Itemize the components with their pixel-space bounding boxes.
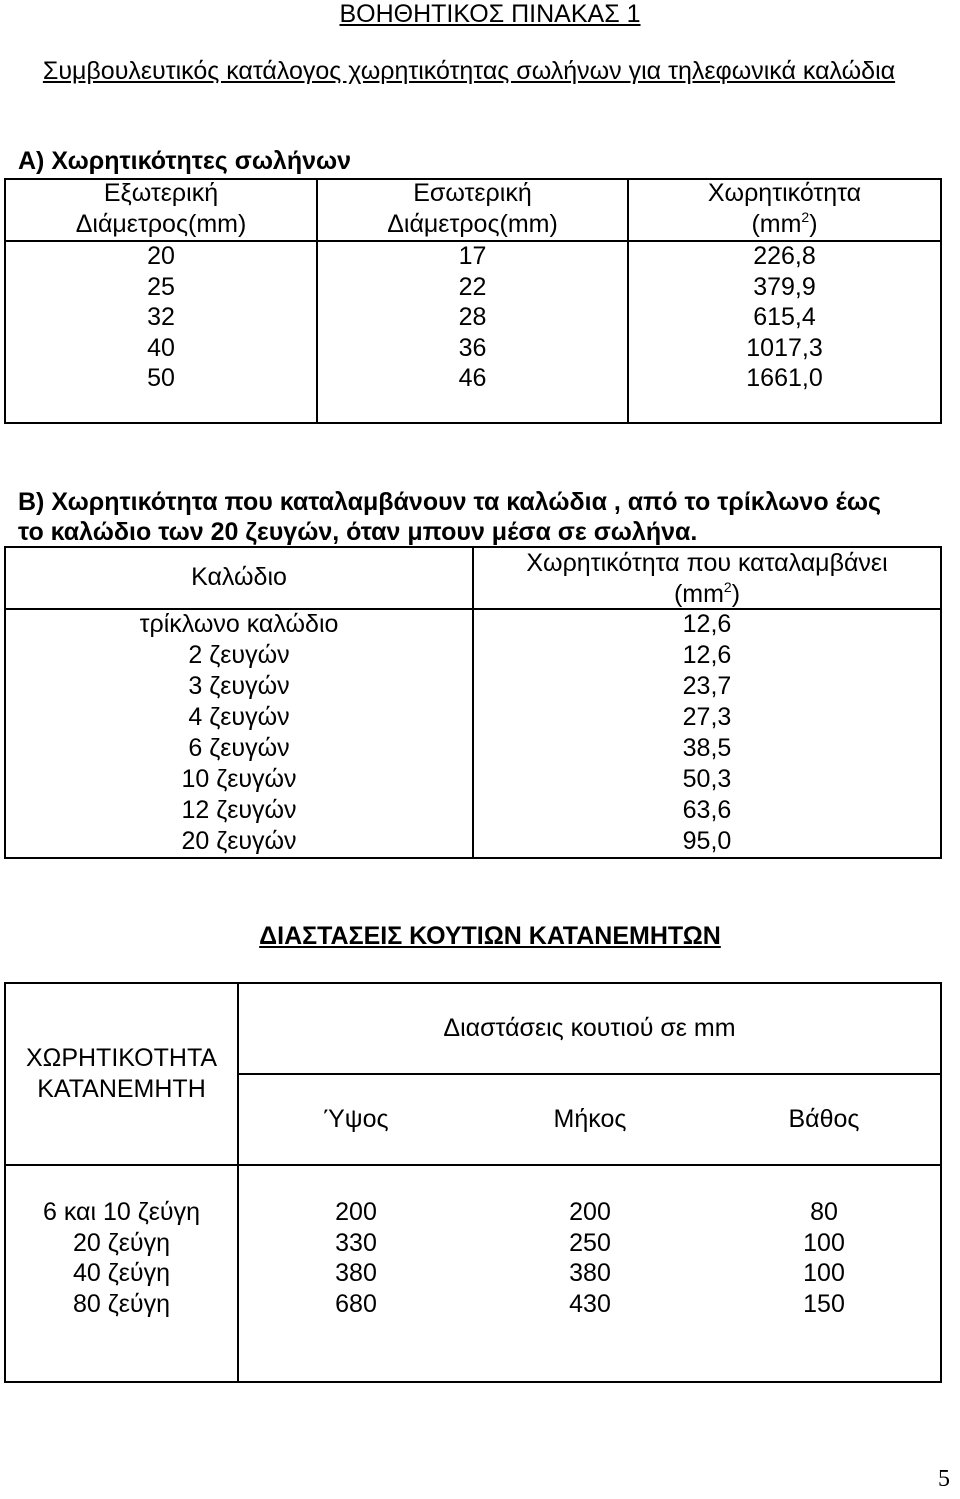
- cable-capacity-values: 12,6 12,6 23,7 27,3 38,5 50,3 63,6 95,0: [682, 610, 732, 855]
- length-header: Μήκος: [553, 1105, 627, 1133]
- cable-type-values: τρίκλωνο καλώδιο 2 ζευγών 3 ζευγών 4 ζευγών 6 ζευγών 10 ζευγών 12 ζευγών 20 ζευγών: [139, 610, 339, 855]
- page-number: 5: [938, 1466, 950, 1492]
- section-a-heading: Α) Χωρητικότητες σωλήνων: [18, 147, 352, 175]
- distributor-capacity-header: ΧΩΡΗΤΙΚΟΤΗΤΑ ΚΑΤΑΝΕΜΗΤΗ: [25, 1044, 218, 1103]
- page-title: ΒΟΗΘΗΤΙΚΟΣ ΠΙΝΑΚΑΣ 1: [339, 0, 641, 28]
- occupied-capacity-header: Χωρητικότητα που καταλαμβάνει $(mm^2)$: [526, 549, 888, 608]
- section-b-heading-line2: το καλώδιο των 20 ζευγών, όταν μπουν μέσα σε σωλήνα.: [18, 518, 698, 546]
- distributor-capacity-values: 6 και 10 ζεύγη 20 ζεύγη 40 ζεύγη 80 ζεύγη: [43, 1198, 200, 1318]
- inner-diameter-header: Εσωτερική Διάμετρος(mm): [387, 179, 558, 238]
- section-b-heading-line1: Β) Χωρητικότητα που καταλαμβάνουν τα καλώδια , από το τρίκλωνο έως: [18, 488, 881, 516]
- cable-header: Καλώδιο: [191, 563, 287, 591]
- length-values: 200 250 380 430: [569, 1198, 611, 1318]
- box-dimensions-header: Διαστάσεις κουτιού σε mm: [443, 1014, 736, 1042]
- height-header: Ύψος: [323, 1105, 389, 1133]
- depth-values: 80 100 100 150: [803, 1198, 845, 1318]
- depth-header: Βάθος: [788, 1105, 860, 1133]
- outer-diameter-values: 20 25 32 40 50: [147, 242, 175, 392]
- section-c-heading: ΔΙΑΣΤΑΣΕΙΣ ΚΟΥΤΙΩΝ ΚΑΤΑΝΕΜΗΤΩΝ: [259, 922, 721, 950]
- inner-diameter-values: 17 22 28 36 46: [458, 242, 487, 392]
- page-subtitle: Συμβουλευτικός κατάλογος χωρητικότητας σωλήνων για τηλεφωνικά καλώδια: [42, 57, 896, 85]
- capacity-header: Χωρητικότητα $(mm^2)$: [707, 179, 862, 238]
- capacity-values: 226,8 379,9 615,4 1017,3 1661,0: [746, 242, 823, 392]
- outer-diameter-header: Εξωτερική Διάμετρος(mm): [75, 179, 247, 238]
- height-values: 200 330 380 680: [335, 1198, 377, 1318]
